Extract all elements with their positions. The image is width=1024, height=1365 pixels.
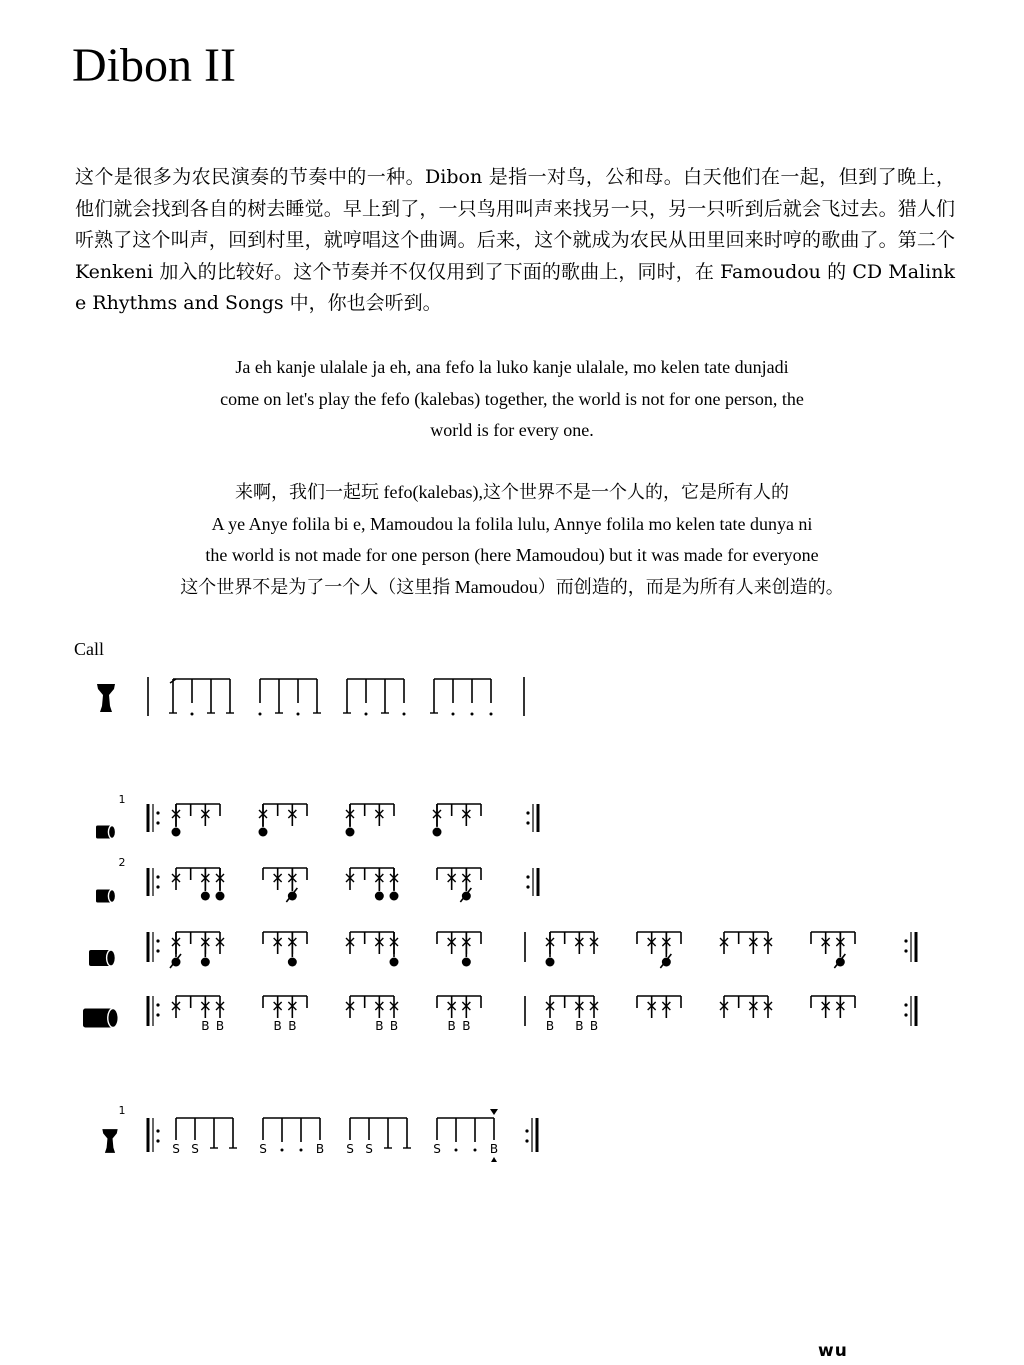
repeat-dot <box>525 1139 528 1142</box>
bass-label: B <box>575 1019 584 1033</box>
lyrics-line: 这个世界不是为了一个人（这里指 Mamoudou）而创造的，而是为所有人来创造的。 <box>180 576 844 597</box>
dundunba-icon-head <box>108 1009 118 1028</box>
rest-dot <box>191 713 194 716</box>
repeat-dot <box>525 1129 528 1132</box>
page-title: Dibon II <box>72 39 236 92</box>
repeat-dot <box>156 875 159 878</box>
rest-dot <box>455 1149 458 1152</box>
sangban-icon <box>89 950 115 966</box>
repeat-dot <box>156 949 159 952</box>
rest-dot <box>471 713 474 716</box>
stroke-label: S <box>191 1142 199 1156</box>
part-number: 2 <box>118 856 126 869</box>
repeat-dot <box>156 811 159 814</box>
lyrics-line: world is for every one. <box>430 420 594 440</box>
drum-note <box>375 892 384 901</box>
rest-dot <box>300 1149 303 1152</box>
stroke-label: S <box>172 1142 180 1156</box>
djembe-icon <box>102 1129 117 1153</box>
bass-label: B <box>288 1019 297 1033</box>
rest-dot <box>259 713 262 716</box>
repeat-dot <box>904 1013 907 1016</box>
bass-label: B <box>589 1019 599 1033</box>
repeat-dot <box>904 1003 907 1006</box>
repeat-dot <box>526 885 529 888</box>
drum-note <box>259 828 268 837</box>
repeat-dot <box>904 939 907 942</box>
call-label: Call <box>74 639 104 659</box>
repeat-dot <box>904 949 907 952</box>
repeat-dot <box>156 1003 159 1006</box>
repeat-dot <box>156 1013 159 1016</box>
sangban-row <box>89 932 916 968</box>
accent-mark <box>490 1109 498 1115</box>
bass-label: B <box>201 1019 210 1033</box>
lyrics-line: Ja eh kanje ulalale ja eh, ana fefo la luko kanje ulalale, mo kelen tate dunjadi <box>235 357 789 377</box>
drum-note <box>172 828 181 837</box>
repeat-dot <box>526 821 529 824</box>
drum-note <box>346 828 355 837</box>
kenkeni-icon-head <box>108 826 115 839</box>
stroke-label: S <box>433 1142 441 1156</box>
call-row <box>97 677 524 716</box>
accent-mark <box>491 1157 497 1162</box>
stroke-label: S <box>346 1142 354 1156</box>
repeat-dot <box>526 811 529 814</box>
repeat-dot <box>156 939 159 942</box>
repeat-dot <box>156 1129 159 1132</box>
dundunba-row <box>83 996 916 1033</box>
repeat-dot <box>526 875 529 878</box>
lyrics-line: come on let's play the fefo (kalebas) together, the world is not for one person, the <box>220 388 804 409</box>
part-number: 1 <box>118 1104 126 1117</box>
watermark: wu <box>818 1341 848 1361</box>
bass-label: B <box>462 1019 471 1033</box>
lyrics-line: the world is not made for one person (here Mamoudou) but it was made for everyone <box>205 545 819 565</box>
djembe-icon-shape <box>102 1129 117 1153</box>
rest-dot <box>403 713 406 716</box>
bass-label: B <box>389 1019 399 1033</box>
bass-label: B <box>375 1019 384 1033</box>
part-number: 1 <box>118 793 126 806</box>
dundunba-icon <box>83 1009 118 1028</box>
stroke-label: B <box>315 1142 325 1156</box>
kenkeni-2-row <box>96 856 538 903</box>
drum-note <box>390 892 399 901</box>
stroke-label: B <box>489 1142 499 1156</box>
bass-label: B <box>273 1019 282 1033</box>
kenkeni-1-row <box>96 793 538 839</box>
rest-dot <box>452 713 455 716</box>
repeat-dot <box>156 821 159 824</box>
djembe-1-row <box>102 1104 537 1162</box>
kenkeni-icon-head <box>108 890 115 903</box>
bass-label: B <box>447 1019 456 1033</box>
rest-dot <box>297 713 300 716</box>
intro-paragraph: 这个是很多为农民演奏的节奏中的一种。Dibon 是指一对鸟，公和母。白天他们在一起，但到了晚上，他们就会找到各自的树去睡觉。早上到了，一只鸟用叫声来找另一只，另一只听到后就会飞过去。猎人们听熟了这个叫声，回到村里，就哼唱这个曲调。后来，这个就成为农民从田里回来时哼的歌曲了。第二个 Kenkeni 加入的比较好。这个节奏并不仅仅用到了下面的歌曲上，同时，在 Famoudou 的 CD Malinke Rhythms and Songs 中，你也会听到。 <box>75 166 955 314</box>
rest-dot <box>474 1149 477 1152</box>
lyrics-line: A ye Anye folila bi e, Mamoudou la folila lulu, Annye folila mo kelen tate dunya ni <box>211 513 813 534</box>
kenkeni-icon <box>96 826 116 839</box>
drum-note <box>201 958 210 967</box>
djembe-icon-shape <box>97 684 115 712</box>
drum-note <box>390 958 399 967</box>
drum-note <box>288 958 297 967</box>
rest-dot <box>281 1149 284 1152</box>
bass-label: B <box>545 1019 555 1033</box>
repeat-dot <box>156 1139 159 1142</box>
drum-note <box>462 958 471 967</box>
bass-label: B <box>215 1019 225 1033</box>
sangban-icon-head <box>107 950 116 966</box>
lyrics-line: 来啊，我们一起玩 fefo(kalebas),这个世界不是一个人的，它是所有人的 <box>235 482 789 502</box>
drum-note <box>546 958 555 967</box>
drum-note <box>216 892 225 901</box>
drum-note <box>201 892 210 901</box>
rest-dot <box>490 713 493 716</box>
drum-note <box>433 828 442 837</box>
djembe-icon <box>97 684 115 712</box>
rest-dot <box>365 713 368 716</box>
stroke-label: S <box>365 1142 373 1156</box>
kenkeni-icon <box>96 890 116 903</box>
stroke-label: S <box>259 1142 267 1156</box>
repeat-dot <box>156 885 159 888</box>
